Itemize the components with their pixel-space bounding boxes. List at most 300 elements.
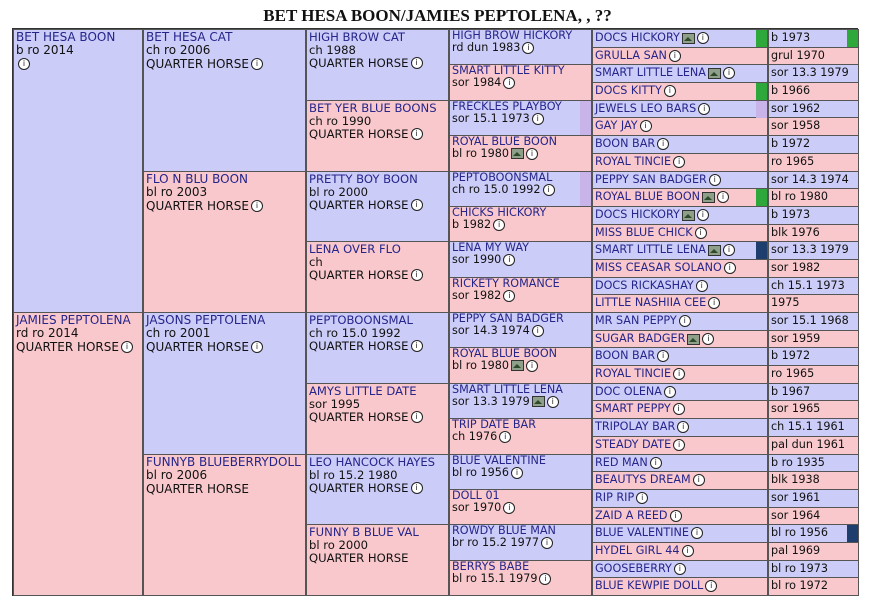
info-icon[interactable]: i bbox=[499, 431, 511, 443]
horse-name[interactable]: BEAUTYS DREAM bbox=[595, 473, 691, 486]
horse-name[interactable]: DOCS HICKORY bbox=[595, 31, 680, 44]
pedigree-cell bbox=[592, 365, 768, 384]
info-icon[interactable]: i bbox=[532, 325, 544, 337]
reg-text: sor 1995 bbox=[309, 396, 361, 411]
horse-name[interactable]: JEWELS LEO BARS bbox=[595, 102, 697, 115]
horse-name[interactable]: GRULLA SAN bbox=[595, 49, 667, 62]
pedigree-cell bbox=[592, 277, 768, 295]
info-icon[interactable]: i bbox=[705, 580, 717, 592]
pedigree-cell bbox=[768, 454, 859, 472]
cell-content bbox=[144, 172, 305, 213]
info-icon[interactable]: i bbox=[697, 209, 709, 221]
reg-info: b 1973 bbox=[771, 31, 811, 44]
info-icon[interactable]: i bbox=[657, 138, 669, 150]
horse-name-row bbox=[595, 490, 767, 505]
cell-content bbox=[593, 455, 767, 470]
cell-content bbox=[307, 384, 448, 424]
cell-content bbox=[769, 83, 858, 98]
horse-name[interactable]: DOCS RICKASHAY bbox=[595, 279, 694, 292]
info-icon[interactable]: i bbox=[640, 120, 652, 132]
reg-info bbox=[16, 44, 140, 57]
photo-icon[interactable] bbox=[511, 360, 524, 371]
inbreeding-marker bbox=[756, 30, 767, 47]
info-icon[interactable]: i bbox=[650, 457, 662, 469]
horse-name[interactable]: DOCS HICKORY bbox=[595, 208, 680, 221]
horse-name-row bbox=[595, 384, 767, 399]
photo-icon[interactable] bbox=[702, 192, 715, 203]
reg-info: grul 1970 bbox=[771, 49, 825, 62]
pedigree-cell bbox=[449, 418, 592, 455]
cell-content bbox=[769, 260, 858, 275]
inbreeding-marker bbox=[580, 172, 591, 206]
pedigree-cell bbox=[592, 489, 768, 508]
pedigree-cell bbox=[592, 400, 768, 419]
info-icon[interactable]: i bbox=[674, 563, 686, 575]
info-icon[interactable]: i bbox=[411, 128, 423, 140]
info-icon[interactable]: i bbox=[723, 67, 735, 79]
reg-text: QUARTER HORSE bbox=[309, 550, 409, 565]
cell-content bbox=[769, 366, 858, 381]
horse-name[interactable]: ROYAL TINCIE bbox=[595, 155, 672, 168]
horse-name-row bbox=[595, 348, 767, 363]
info-icon[interactable]: i bbox=[539, 573, 551, 585]
cell-content bbox=[593, 225, 767, 240]
cell-content bbox=[593, 83, 767, 98]
cell-content bbox=[769, 561, 858, 576]
cell-content bbox=[450, 384, 591, 408]
reg-info: pal 1969 bbox=[771, 544, 821, 557]
horse-name[interactable]: FUNNY B BLUE VAL bbox=[309, 525, 419, 539]
info-icon[interactable]: i bbox=[697, 32, 709, 44]
info-icon[interactable]: i bbox=[664, 386, 676, 398]
reg-text: sor 14.3 1974 bbox=[452, 323, 530, 337]
reg-info: sor 14.3 1974 bbox=[771, 173, 849, 186]
reg-info bbox=[309, 482, 446, 495]
reg-text: bl ro 1980 bbox=[452, 358, 509, 372]
reg-text: ch 1988 bbox=[309, 42, 356, 57]
horse-name[interactable]: TRIPOLAY BAR bbox=[595, 420, 676, 433]
photo-icon[interactable] bbox=[708, 68, 721, 79]
reg-info bbox=[146, 469, 303, 482]
cell-content bbox=[593, 101, 767, 116]
pedigree-cell bbox=[449, 524, 592, 561]
horse-name-row bbox=[595, 83, 767, 98]
cell-content bbox=[144, 455, 305, 496]
reg-info bbox=[452, 573, 589, 585]
reg-text: bl ro 2000 bbox=[309, 537, 369, 552]
photo-icon[interactable] bbox=[532, 396, 545, 407]
pedigree-cell bbox=[768, 188, 859, 207]
horse-name[interactable]: PEPPY SAN BADGER bbox=[452, 312, 564, 325]
reg-info bbox=[452, 537, 589, 549]
pedigree-cell bbox=[449, 489, 592, 525]
info-icon[interactable]: i bbox=[526, 360, 538, 372]
horse-name[interactable]: ROYAL BLUE BOON bbox=[452, 347, 557, 360]
pedigree-cell bbox=[768, 241, 859, 260]
info-icon[interactable]: i bbox=[691, 527, 703, 539]
reg-text: QUARTER HORSE bbox=[309, 267, 409, 282]
reg-info bbox=[452, 396, 589, 408]
reg-info bbox=[16, 327, 140, 340]
info-icon[interactable]: i bbox=[673, 368, 685, 380]
pedigree-cell bbox=[768, 206, 859, 225]
horse-name[interactable]: RED MAN bbox=[595, 456, 648, 469]
horse-name[interactable]: SMART LITTLE KITTY bbox=[452, 64, 565, 77]
pedigree-cell bbox=[13, 29, 143, 313]
pedigree-cell bbox=[449, 64, 592, 101]
pedigree-cell bbox=[592, 330, 768, 348]
pedigree-cell bbox=[768, 418, 859, 437]
cell-content bbox=[307, 313, 448, 353]
inbreeding-marker bbox=[756, 83, 767, 100]
cell-content bbox=[769, 30, 858, 45]
photo-icon[interactable] bbox=[687, 334, 700, 345]
reg-info bbox=[452, 77, 589, 89]
cell-content bbox=[593, 472, 767, 487]
pedigree-cell bbox=[592, 542, 768, 561]
info-icon[interactable]: i bbox=[411, 340, 423, 352]
pedigree-chart bbox=[12, 28, 858, 596]
info-icon[interactable]: i bbox=[18, 58, 30, 70]
reg-info bbox=[309, 128, 446, 141]
horse-name-row bbox=[595, 366, 767, 381]
info-icon[interactable]: i bbox=[511, 467, 523, 479]
horse-name[interactable]: STEADY DATE bbox=[595, 438, 672, 451]
horse-name[interactable]: GAY JAY bbox=[595, 119, 638, 132]
pedigree-cell bbox=[768, 294, 859, 313]
reg-info bbox=[309, 57, 446, 70]
cell-content bbox=[593, 437, 767, 452]
horse-name[interactable]: FLO N BLU BOON bbox=[146, 172, 249, 186]
reg-info bbox=[146, 327, 303, 340]
pedigree-cell bbox=[768, 471, 859, 490]
pedigree-cell bbox=[592, 117, 768, 136]
cell-content bbox=[593, 207, 767, 222]
info-icon[interactable]: i bbox=[411, 57, 423, 69]
horse-name[interactable]: MR SAN PEPPY bbox=[595, 314, 677, 327]
cell-content bbox=[769, 242, 858, 257]
horse-name[interactable]: TRIP DATE BAR bbox=[452, 418, 536, 431]
cell-content bbox=[307, 242, 448, 282]
horse-name[interactable]: BLUE VALENTINE bbox=[595, 526, 689, 539]
horse-name[interactable]: PEPPY SAN BADGER bbox=[595, 173, 707, 186]
horse-name[interactable]: SMART LITTLE LENA bbox=[452, 383, 563, 396]
horse-name[interactable]: SMART PEPPY bbox=[595, 402, 671, 415]
info-icon[interactable]: i bbox=[696, 280, 708, 292]
cell-content bbox=[769, 172, 858, 187]
info-icon[interactable]: i bbox=[723, 244, 735, 256]
cell-content bbox=[769, 490, 858, 505]
info-icon[interactable]: i bbox=[679, 315, 691, 327]
inbreeding-marker bbox=[756, 101, 767, 118]
cell-content bbox=[593, 561, 767, 576]
cell-content bbox=[450, 172, 591, 196]
info-icon[interactable]: i bbox=[698, 103, 710, 115]
horse-name[interactable]: RIP RIP bbox=[595, 491, 635, 504]
horse-name[interactable]: CHICKS HICKORY bbox=[452, 206, 547, 219]
reg-info: blk 1938 bbox=[771, 473, 820, 486]
info-icon[interactable]: i bbox=[251, 200, 263, 212]
pedigree-cell bbox=[592, 29, 768, 48]
horse-name-row bbox=[595, 437, 767, 452]
reg-info: b 1967 bbox=[771, 385, 811, 398]
pedigree-cell bbox=[768, 347, 859, 366]
info-icon[interactable]: i bbox=[541, 537, 553, 549]
reg-text: ch bbox=[309, 254, 323, 269]
info-icon[interactable]: i bbox=[251, 58, 263, 70]
info-icon[interactable]: i bbox=[669, 50, 681, 62]
info-icon[interactable]: i bbox=[503, 77, 515, 89]
info-icon[interactable]: i bbox=[670, 510, 682, 522]
info-icon[interactable]: i bbox=[503, 290, 515, 302]
cell-content bbox=[769, 472, 858, 487]
pedigree-cell bbox=[449, 312, 592, 348]
pedigree-cell bbox=[768, 524, 859, 543]
info-icon[interactable]: i bbox=[411, 482, 423, 494]
horse-name[interactable]: LENA MY WAY bbox=[452, 241, 529, 254]
horse-name[interactable]: ROYAL TINCIE bbox=[595, 367, 672, 380]
reg-info bbox=[452, 148, 589, 160]
reg-text: rd ro 2014 bbox=[16, 326, 79, 341]
horse-name-row bbox=[595, 30, 767, 45]
horse-name[interactable]: AMYS LITTLE DATE bbox=[309, 384, 417, 398]
horse-name[interactable]: GOOSEBERRY bbox=[595, 562, 672, 575]
pedigree-cell bbox=[768, 383, 859, 401]
pedigree-cell bbox=[449, 135, 592, 172]
horse-name-row bbox=[595, 118, 767, 133]
horse-name[interactable]: RICKETY ROMANCE bbox=[452, 277, 560, 290]
cell-content bbox=[769, 437, 858, 452]
horse-name-row bbox=[595, 101, 767, 116]
reg-info: bl ro 1956 bbox=[771, 526, 828, 539]
horse-name[interactable]: BOON BAR bbox=[595, 137, 656, 150]
horse-name[interactable]: JAMIES PEPTOLENA bbox=[16, 313, 131, 327]
horse-name-row bbox=[595, 207, 767, 222]
info-icon[interactable]: i bbox=[522, 42, 534, 54]
info-icon[interactable]: i bbox=[708, 297, 720, 309]
reg-text: QUARTER HORSE bbox=[309, 55, 409, 70]
cell-content bbox=[593, 525, 767, 540]
horse-name[interactable]: BET HESA CAT bbox=[146, 30, 233, 44]
horse-name[interactable]: MISS BLUE CHICK bbox=[595, 226, 693, 239]
horse-name[interactable]: HYDEL GIRL 44 bbox=[595, 544, 680, 557]
cell-content bbox=[450, 419, 591, 443]
info-icon[interactable]: i bbox=[121, 341, 133, 353]
reg-info: sor 1982 bbox=[771, 261, 821, 274]
horse-name[interactable]: ROYAL BLUE BOON bbox=[595, 190, 700, 203]
horse-name[interactable]: MISS CEASAR SOLANO bbox=[595, 261, 722, 274]
reg-info bbox=[146, 341, 303, 354]
photo-icon[interactable] bbox=[708, 245, 721, 256]
horse-name[interactable]: JASONS PEPTOLENA bbox=[146, 313, 266, 327]
pedigree-cell bbox=[592, 224, 768, 242]
horse-name-row bbox=[146, 456, 303, 469]
pedigree-cell bbox=[592, 577, 768, 596]
horse-name[interactable]: BET HESA BOON bbox=[16, 30, 116, 44]
cell-content bbox=[769, 331, 858, 346]
cell-content bbox=[769, 313, 858, 328]
horse-name[interactable]: BERRYS BABE bbox=[452, 560, 530, 573]
info-icon[interactable]: i bbox=[673, 403, 685, 415]
pedigree-cell bbox=[449, 347, 592, 384]
horse-name-row bbox=[595, 472, 767, 487]
horse-name[interactable]: LEO HANCOCK HAYES bbox=[309, 455, 436, 469]
cell-content bbox=[307, 30, 448, 70]
cell-content bbox=[450, 348, 591, 372]
photo-icon[interactable] bbox=[682, 210, 695, 221]
pedigree-cell bbox=[143, 312, 306, 455]
cell-content bbox=[307, 101, 448, 141]
horse-name-row bbox=[595, 172, 767, 187]
cell-content bbox=[593, 65, 767, 80]
info-icon[interactable]: i bbox=[411, 411, 423, 423]
inbreeding-marker bbox=[847, 30, 858, 47]
reg-text: sor 1990 bbox=[452, 252, 502, 266]
info-icon[interactable]: i bbox=[657, 350, 669, 362]
horse-name[interactable]: DOLL 01 bbox=[452, 489, 500, 502]
horse-name[interactable]: SUGAR BADGER bbox=[595, 332, 686, 345]
pedigree-cell bbox=[143, 29, 306, 172]
horse-name-row bbox=[595, 136, 767, 151]
reg-text: bl ro 1956 bbox=[452, 465, 509, 479]
horse-name[interactable]: ROYAL BLUE BOON bbox=[452, 135, 557, 148]
horse-name[interactable]: LITTLE NASHIIA CEE bbox=[595, 296, 707, 309]
horse-name[interactable]: DOCS KITTY bbox=[595, 84, 662, 97]
reg-text: ch ro 2001 bbox=[146, 326, 211, 341]
horse-name[interactable]: ZAID A REED bbox=[595, 509, 668, 522]
horse-name[interactable]: HIGH BROW CAT bbox=[309, 30, 406, 44]
info-icon[interactable]: i bbox=[503, 254, 515, 266]
info-icon[interactable]: i bbox=[543, 184, 555, 196]
pedigree-cell bbox=[768, 489, 859, 508]
reg-info: b 1966 bbox=[771, 84, 811, 97]
info-icon[interactable]: i bbox=[693, 474, 705, 486]
horse-name[interactable]: BLUE KEWPIE DOLL bbox=[595, 579, 704, 592]
horse-name[interactable]: LENA OVER FLO bbox=[309, 242, 401, 256]
pedigree-cell bbox=[592, 64, 768, 83]
cell-content bbox=[593, 48, 767, 63]
horse-name[interactable]: BET YER BLUE BOONS bbox=[309, 101, 437, 115]
cell-content bbox=[769, 118, 858, 133]
pedigree-cell bbox=[592, 47, 768, 65]
photo-icon[interactable] bbox=[511, 148, 524, 159]
pedigree-cell bbox=[143, 454, 306, 596]
pedigree-cell bbox=[306, 171, 449, 242]
reg-text: bl ro 15.2 1980 bbox=[309, 467, 398, 482]
reg-info bbox=[309, 340, 446, 353]
horse-name-row bbox=[595, 295, 767, 310]
horse-name[interactable]: SMART LITTLE LENA bbox=[595, 66, 706, 79]
reg-text: ch ro 15.0 1992 bbox=[452, 182, 541, 196]
horse-name-row bbox=[595, 189, 767, 204]
info-icon[interactable]: i bbox=[547, 396, 559, 408]
cell-content bbox=[769, 48, 858, 63]
reg-info: sor 1965 bbox=[771, 402, 821, 415]
horse-name-row bbox=[595, 154, 767, 169]
pedigree-cell bbox=[592, 454, 768, 472]
reg-info bbox=[452, 325, 589, 337]
reg-info: sor 15.1 1968 bbox=[771, 314, 849, 327]
pedigree-cell bbox=[768, 577, 859, 596]
cell-content bbox=[450, 136, 591, 160]
info-icon[interactable]: i bbox=[682, 545, 694, 557]
horse-name[interactable]: SMART LITTLE LENA bbox=[595, 243, 706, 256]
info-icon[interactable]: i bbox=[664, 85, 676, 97]
info-icon[interactable]: i bbox=[673, 439, 685, 451]
pedigree-cell bbox=[449, 29, 592, 65]
cell-content bbox=[307, 455, 448, 495]
info-icon[interactable]: i bbox=[695, 227, 707, 239]
reg-info: bl ro 1980 bbox=[771, 190, 828, 203]
info-icon[interactable]: i bbox=[526, 148, 538, 160]
horse-name[interactable]: BLUE VALENTINE bbox=[452, 454, 546, 467]
pedigree-cell bbox=[592, 241, 768, 260]
info-icon[interactable]: i bbox=[411, 269, 423, 281]
cell-content bbox=[769, 136, 858, 151]
info-icon[interactable]: i bbox=[411, 199, 423, 211]
info-icon[interactable]: i bbox=[636, 492, 648, 504]
photo-icon[interactable] bbox=[682, 33, 695, 44]
pedigree-cell bbox=[306, 312, 449, 384]
pedigree-cell bbox=[143, 171, 306, 313]
horse-name[interactable]: PRETTY BOY BOON bbox=[309, 172, 418, 186]
info-icon[interactable]: i bbox=[709, 174, 721, 186]
horse-name[interactable]: FRECKLES PLAYBOY bbox=[452, 100, 562, 113]
reg-text: bl ro 2003 bbox=[146, 185, 208, 200]
info-icon[interactable]: i bbox=[702, 333, 714, 345]
cell-content bbox=[769, 65, 858, 80]
reg-info: sor 13.3 1979 bbox=[771, 243, 849, 256]
pedigree-cell bbox=[592, 507, 768, 525]
horse-name[interactable]: HIGH BROW HICKORY bbox=[452, 29, 573, 42]
reg-info bbox=[309, 552, 446, 565]
info-icon[interactable]: i bbox=[493, 219, 505, 231]
reg-info bbox=[452, 502, 589, 514]
horse-name[interactable]: FUNNYB BLUEBERRYDOLL bbox=[146, 455, 301, 469]
reg-info bbox=[309, 269, 446, 282]
pedigree-cell bbox=[768, 29, 859, 48]
horse-name[interactable]: ROWDY BLUE MAN bbox=[452, 524, 556, 537]
horse-name-row bbox=[595, 225, 767, 240]
pedigree-cell bbox=[768, 82, 859, 101]
reg-text: sor 13.3 1979 bbox=[452, 394, 530, 408]
info-icon[interactable]: i bbox=[532, 113, 544, 125]
pedigree-cell bbox=[768, 100, 859, 118]
reg-text: QUARTER HORSE bbox=[146, 481, 249, 496]
pedigree-cell bbox=[768, 224, 859, 242]
info-icon[interactable]: i bbox=[677, 421, 689, 433]
reg-info bbox=[452, 184, 589, 196]
info-icon[interactable]: i bbox=[503, 502, 515, 514]
info-icon[interactable]: i bbox=[724, 262, 736, 274]
info-icon[interactable]: i bbox=[251, 341, 263, 353]
reg-text: sor 1984 bbox=[452, 75, 502, 89]
horse-name-row bbox=[146, 173, 303, 186]
reg-text: QUARTER HORSE bbox=[16, 339, 119, 354]
horse-name[interactable]: DOC OLENA bbox=[595, 385, 662, 398]
info-icon[interactable]: i bbox=[673, 156, 685, 168]
reg-info bbox=[146, 58, 303, 71]
horse-name-row bbox=[146, 31, 303, 44]
cell-content bbox=[593, 313, 767, 328]
info-icon[interactable]: i bbox=[717, 191, 729, 203]
reg-text: bl ro 15.1 1979 bbox=[452, 571, 538, 585]
reg-text: QUARTER HORSE bbox=[146, 56, 249, 71]
horse-name[interactable]: BOON BAR bbox=[595, 349, 656, 362]
pedigree-title: BET HESA BOON/JAMIES PEPTOLENA, , ?? bbox=[263, 6, 612, 25]
horse-name[interactable]: PEPTOBOONSMAL bbox=[452, 171, 553, 184]
horse-name[interactable]: PEPTOBOONSMAL bbox=[309, 313, 413, 327]
